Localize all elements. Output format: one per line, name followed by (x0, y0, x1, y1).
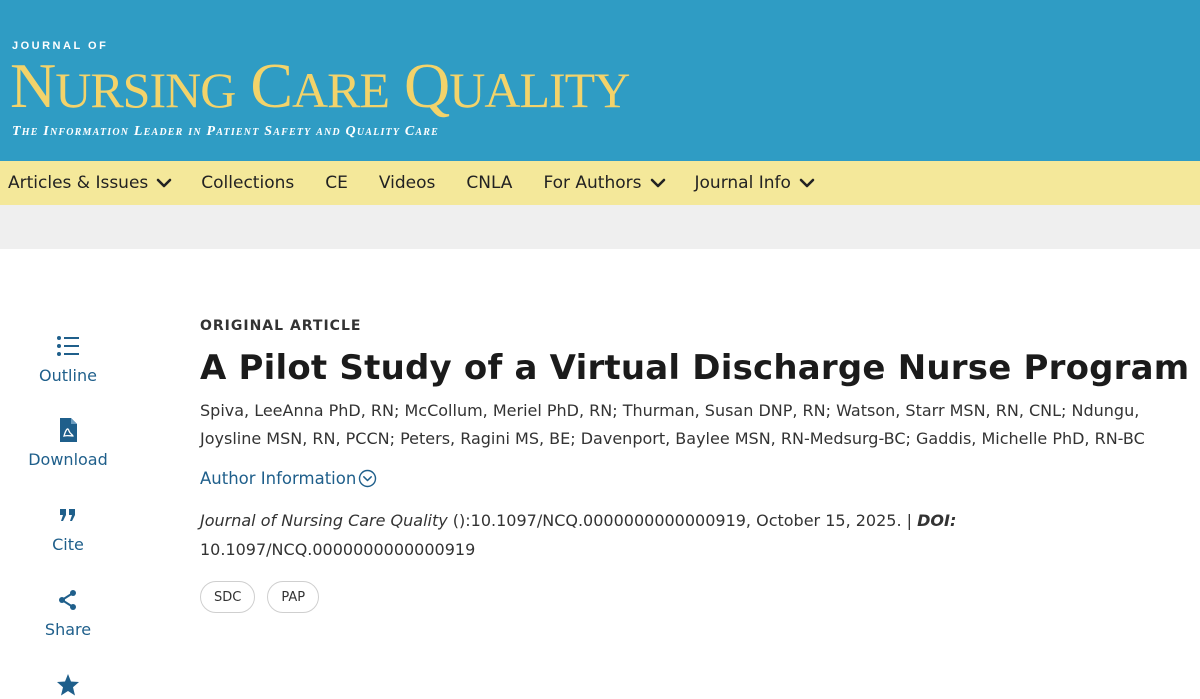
citation-line (200, 506, 1190, 564)
outline-tool[interactable] (18, 333, 118, 385)
chevron-down-icon (650, 176, 664, 190)
nav-label: Collections (201, 173, 295, 193)
nav-label: Journal Info (694, 173, 791, 193)
article-badges (200, 581, 1190, 613)
nav-label: For Authors (543, 173, 642, 193)
chevron-down-icon (156, 176, 170, 190)
chevron-circle-down-icon (358, 469, 377, 488)
favorite-tool[interactable] (18, 672, 118, 698)
download-label: Download (28, 450, 108, 469)
article-header (200, 318, 1190, 613)
nav-videos[interactable] (379, 173, 436, 193)
citation-details: ():10.1097/NCQ.0000000000000919, October 15, 2025. | (447, 511, 918, 530)
nav-label: Videos (378, 173, 436, 193)
share-icon (18, 587, 118, 613)
pdf-download-icon (18, 417, 118, 443)
share-label: Share (44, 620, 92, 639)
nav-label: CNLA (466, 173, 513, 193)
cite-tool[interactable] (18, 502, 118, 554)
nav-for-authors[interactable] (543, 173, 663, 193)
masthead-word-1: NURSING (10, 50, 236, 121)
nav-articles-issues[interactable] (8, 173, 170, 193)
nav-ce[interactable] (325, 173, 348, 193)
secondary-gray-bar (0, 205, 1200, 249)
outline-list-icon (18, 333, 118, 359)
citation-journal: Journal of Nursing Care Quality (200, 511, 448, 530)
masthead-word-3: QUALITY (404, 50, 630, 121)
download-tool[interactable] (18, 417, 118, 469)
journal-tagline: The Information Leader in Patient Safety and Quality Care (12, 124, 440, 139)
sdc-badge[interactable]: SDC (200, 581, 255, 613)
share-tool[interactable] (18, 587, 118, 639)
outline-label: Outline (39, 366, 97, 385)
author-information-label: Author Information (200, 469, 357, 488)
star-icon (18, 672, 118, 698)
article-title: A Pilot Study of a Virtual Discharge Nurse Program (200, 348, 1190, 388)
nav-collections[interactable] (201, 173, 294, 193)
author-information-toggle[interactable] (200, 469, 377, 488)
article-type: ORIGINAL ARTICLE (200, 318, 362, 334)
nav-label: Articles & Issues (8, 173, 149, 193)
main-nav (0, 161, 1200, 205)
quote-icon (18, 502, 118, 528)
doi-label: DOI: (917, 511, 957, 530)
journal-of-label: JOURNAL OF (12, 40, 109, 52)
author-list: Spiva, LeeAnna PhD, RN; McCollum, Meriel PhD, RN; Thurman, Susan DNP, RN; Watson, Starr MSN, RN, CNL; Ndungu, Joysline MSN, RN, PCCN; Peters, Ragini MS, BE; Davenport, Baylee MSN, RN-Medsurg-BC; Gaddis, Michelle PhD, RN-BC (200, 401, 1145, 448)
doi-value[interactable]: 10.1097/NCQ.0000000000000919 (200, 540, 476, 559)
nav-cnla[interactable] (466, 173, 512, 193)
cite-label: Cite (52, 535, 84, 554)
pap-badge[interactable]: PAP (267, 581, 319, 613)
journal-masthead-logo[interactable] (10, 50, 629, 126)
nav-label: CE (325, 173, 348, 193)
masthead-word-2: CARE (250, 50, 390, 121)
nav-journal-info[interactable] (695, 173, 813, 193)
journal-header-banner (0, 0, 1200, 161)
chevron-down-icon (799, 176, 813, 190)
